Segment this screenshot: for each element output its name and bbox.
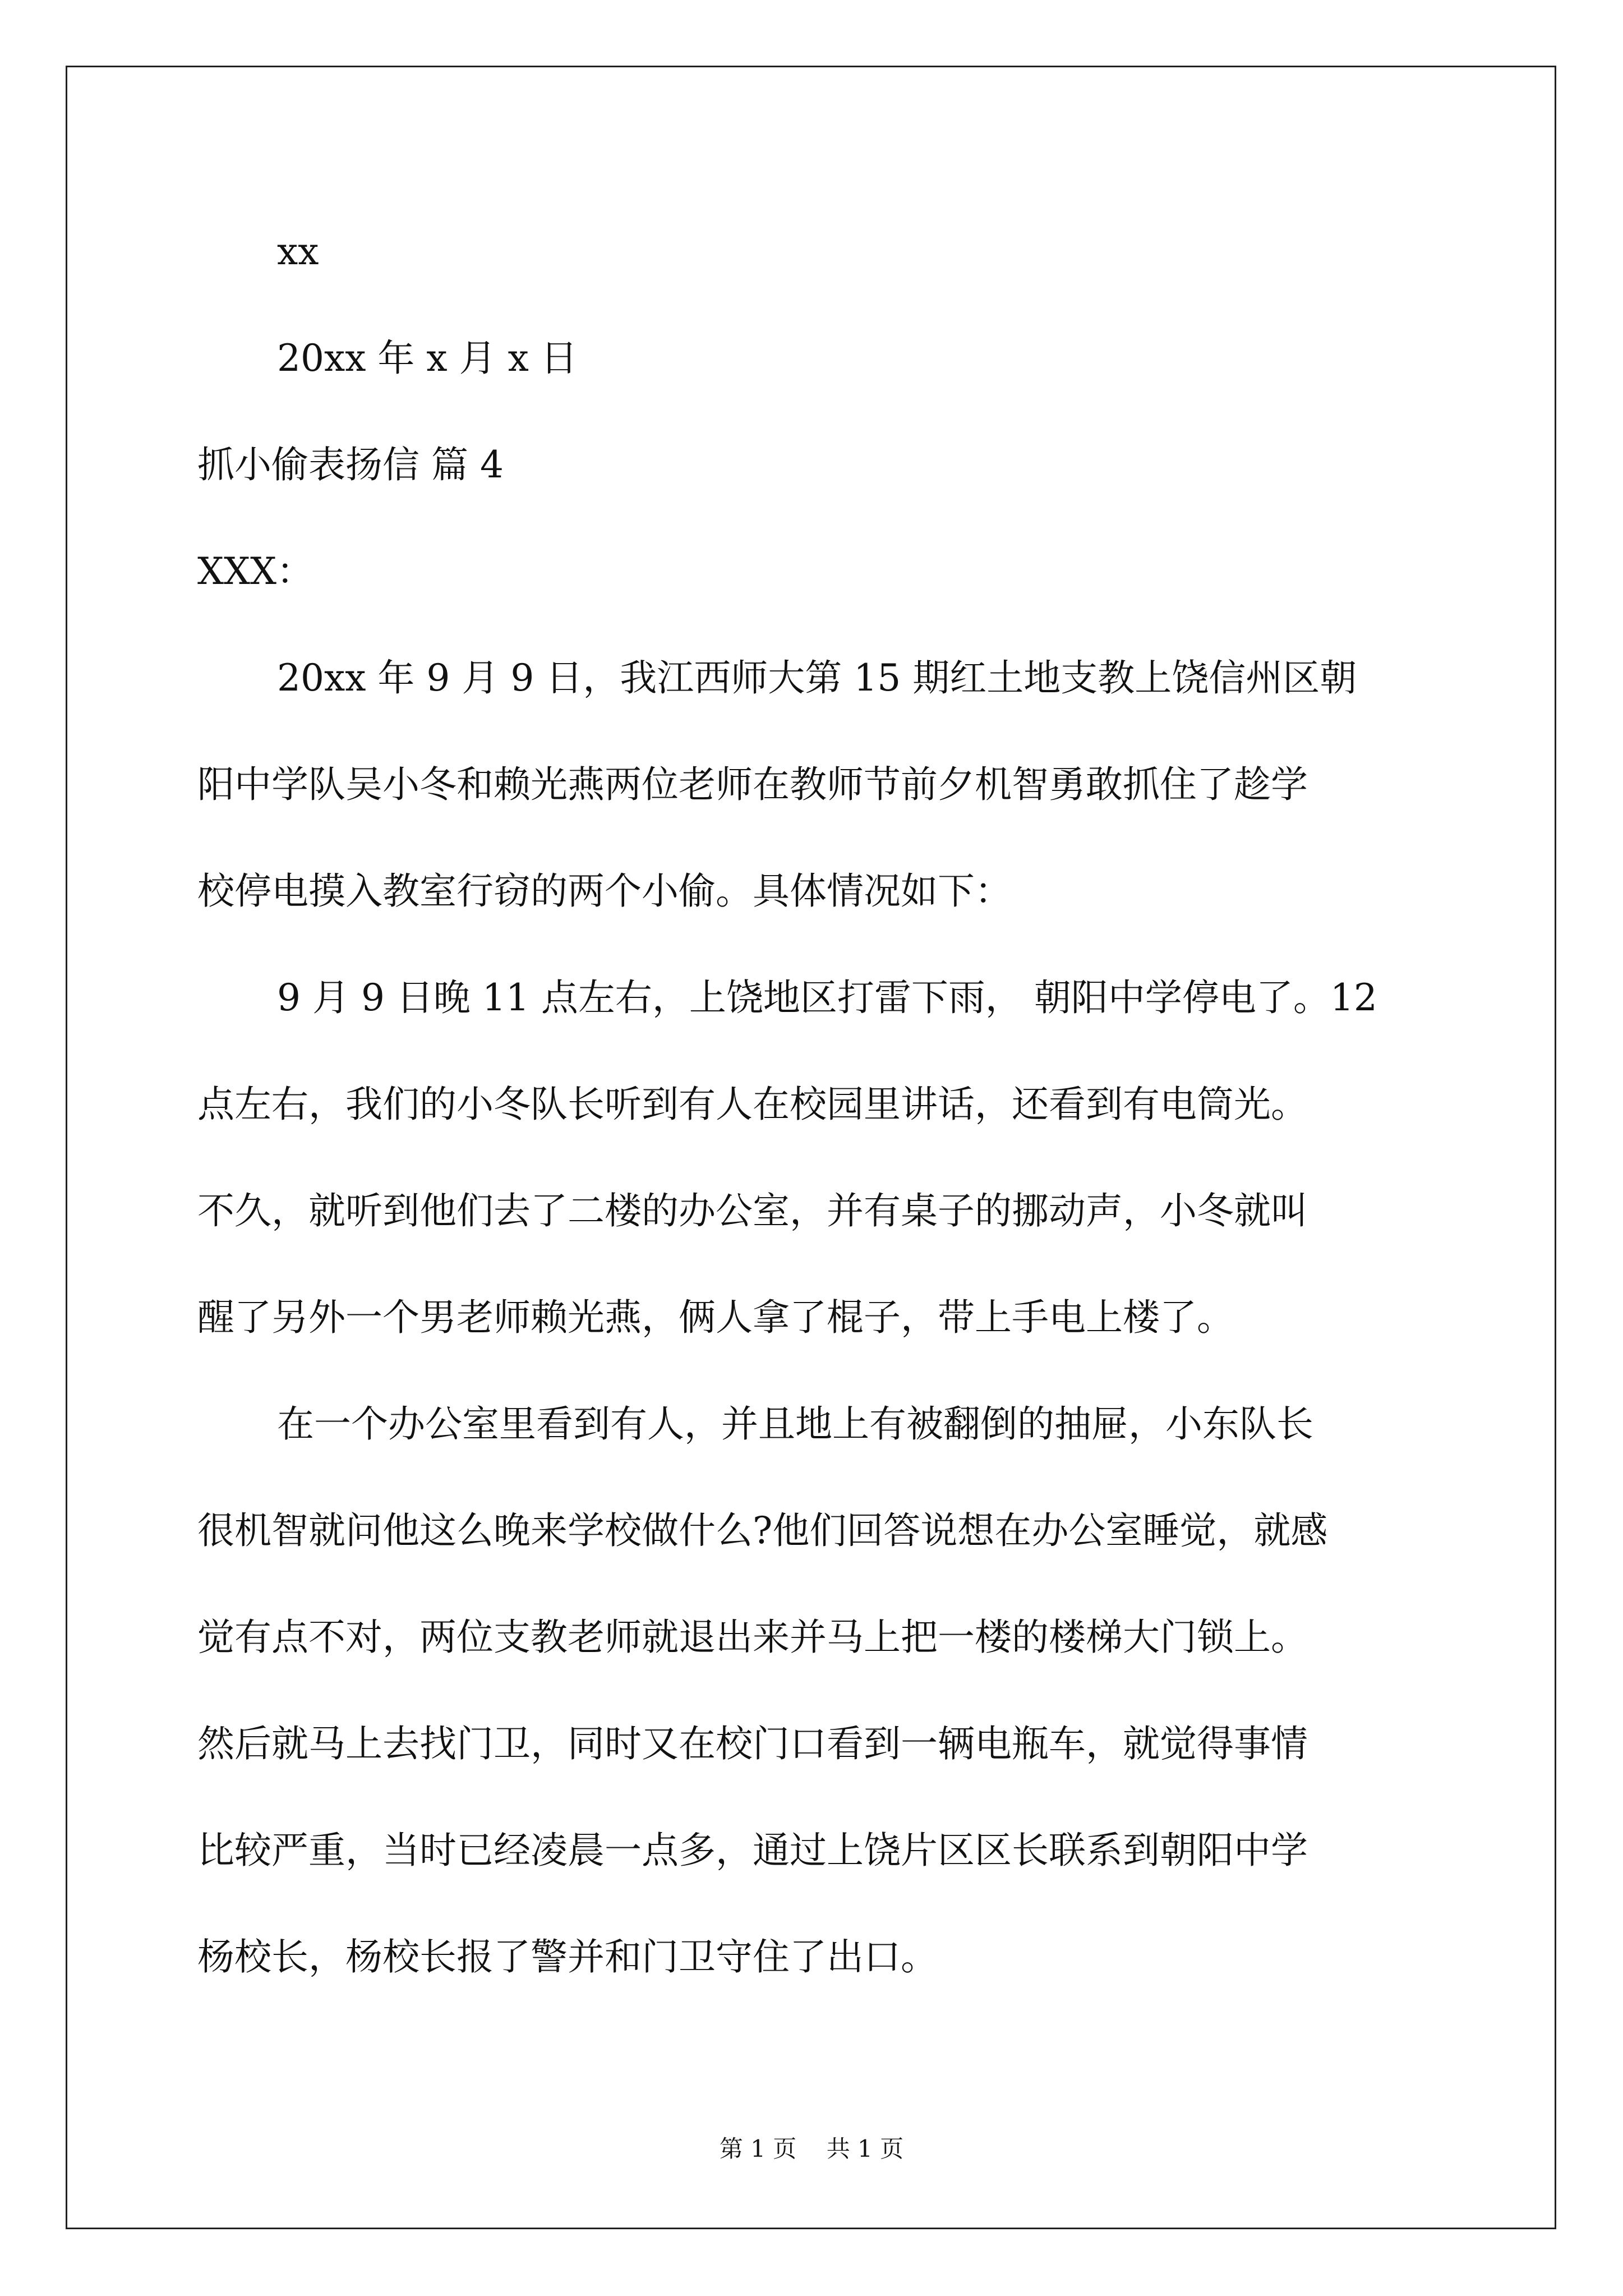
page-border (66, 66, 1556, 2229)
paragraph-2-line-2: 点左右，我们的小冬队长听到有人在校园里讲话，还看到有电筒光。 (197, 1083, 1308, 1126)
paragraph-2-line-3: 不久，就听到他们去了二楼的办公室，并有桌子的挪动声，小冬就叫 (197, 1189, 1308, 1232)
paragraph-1-line-1: 20xx 年 9 月 9 日，我江西师大第 15 期红土地支教上饶信州区朝 (277, 656, 1357, 700)
paragraph-3-line-1: 在一个办公室里看到有人，并且地上有被翻倒的抽屉，小东队长 (277, 1402, 1313, 1446)
section-heading: 抓小偷表扬信 篇 4 (197, 443, 504, 486)
signature: xx (277, 230, 319, 273)
paragraph-2-line-1: 9 月 9 日晚 11 点左右，上饶地区打雷下雨， 朝阳中学停电了。12 (277, 976, 1377, 1019)
paragraph-3-line-3: 觉有点不对，两位支教老师就退出来并马上把一楼的楼梯大门锁上。 (197, 1616, 1308, 1659)
paragraph-2-line-4: 醒了另外一个男老师赖光燕，俩人拿了棍子，带上手电上楼了。 (197, 1296, 1234, 1339)
salutation: XXX： (197, 550, 313, 593)
paragraph-3-line-5: 比较严重，当时已经凌晨一点多，通过上饶片区区长联系到朝阳中学 (197, 1829, 1308, 1872)
date-line: 20xx 年 x 月 x 日 (277, 337, 578, 380)
paragraph-1-line-3: 校停电摸入教室行窃的两个小偷。具体情况如下： (197, 869, 1012, 913)
page-number-footer: 第 1 页 共 1 页 (719, 2135, 904, 2162)
paragraph-3-line-2: 很机智就问他这么晚来学校做什么?他们回答说想在办公室睡觉，就感 (197, 1509, 1328, 1552)
paragraph-3-line-4: 然后就马上去找门卫，同时又在校门口看到一辆电瓶车，就觉得事情 (197, 1722, 1308, 1765)
paragraph-1-line-2: 阳中学队吴小冬和赖光燕两位老师在教师节前夕机智勇敢抓住了趁学 (197, 763, 1308, 806)
paragraph-3-line-6: 杨校长，杨校长报了警并和门卫守住了出口。 (197, 1935, 938, 1978)
